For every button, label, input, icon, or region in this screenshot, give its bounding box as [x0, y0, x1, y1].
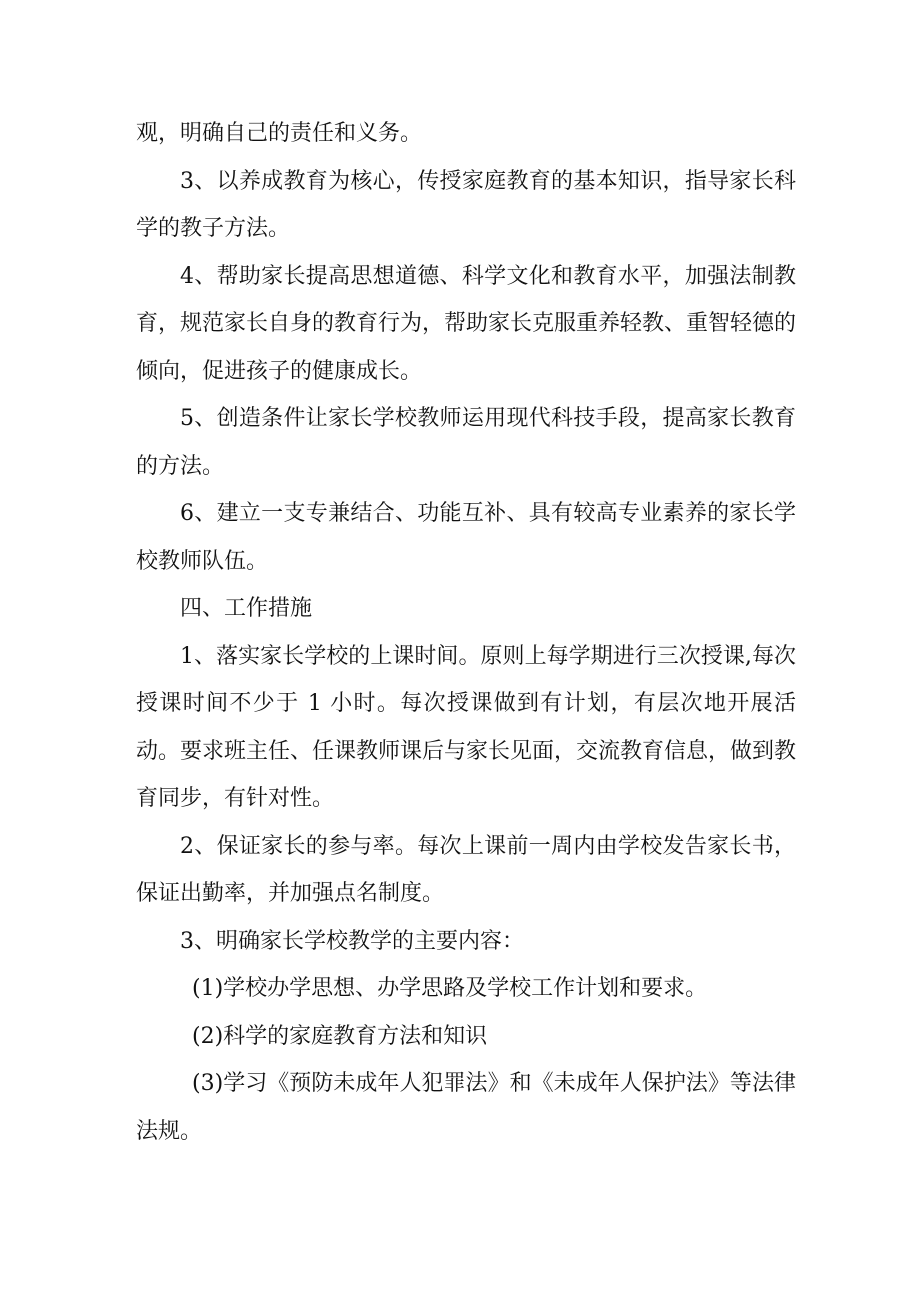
- paragraph-measure-1: 1、落实家长学校的上课时间。原则上每学期进行三次授课,每次授课时间不少于 1 小时。每次授课做到有计划，有层次地开展活动。要求班主任、任课教师课后与家长见面，交流教育信息，做到教育同步，有针对性。: [136, 643, 797, 811]
- paragraph-item-4: 4、帮助家长提高思想道德、科学文化和教育水平，加强法制教育，规范家长自身的教育行为，帮助家长克服重养轻教、重智轻德的倾向，促进孩子的健康成长。: [136, 263, 797, 384]
- section-heading-work-measures: 四、工作措施: [180, 596, 313, 621]
- paragraph-item-3: 3、以养成教育为核心，传授家庭教育的基本知识，指导家长科学的教子方法。: [136, 168, 796, 241]
- list-item-content-3: (3)学习《预防未成年人犯罪法》和《未成年人保护法》等法律法规。: [136, 1071, 796, 1144]
- paragraph-continuation: 观，明确自己的责任和义务。: [136, 121, 423, 146]
- list-item-content-2: (2)科学的家庭教育方法和知识: [192, 1023, 488, 1049]
- paragraph-item-5: 5、创造条件让家长学校教师运用现代科技手段，提高家长教育的方法。: [136, 406, 796, 479]
- list-item-content-1: (1)学校办学思想、办学思路及学校工作计划和要求。: [192, 976, 708, 1001]
- paragraph-measure-3: 3、明确家长学校教学的主要内容：: [180, 928, 524, 954]
- paragraph-measure-2: 2、保证家长的参与率。每次上课前一周内由学校发告家长书，保证出勤率，并加强点名制度。: [136, 833, 796, 906]
- paragraph-item-6: 6、建立一支专兼结合、功能互补、具有较高专业素养的家长学校教师队伍。: [136, 501, 796, 574]
